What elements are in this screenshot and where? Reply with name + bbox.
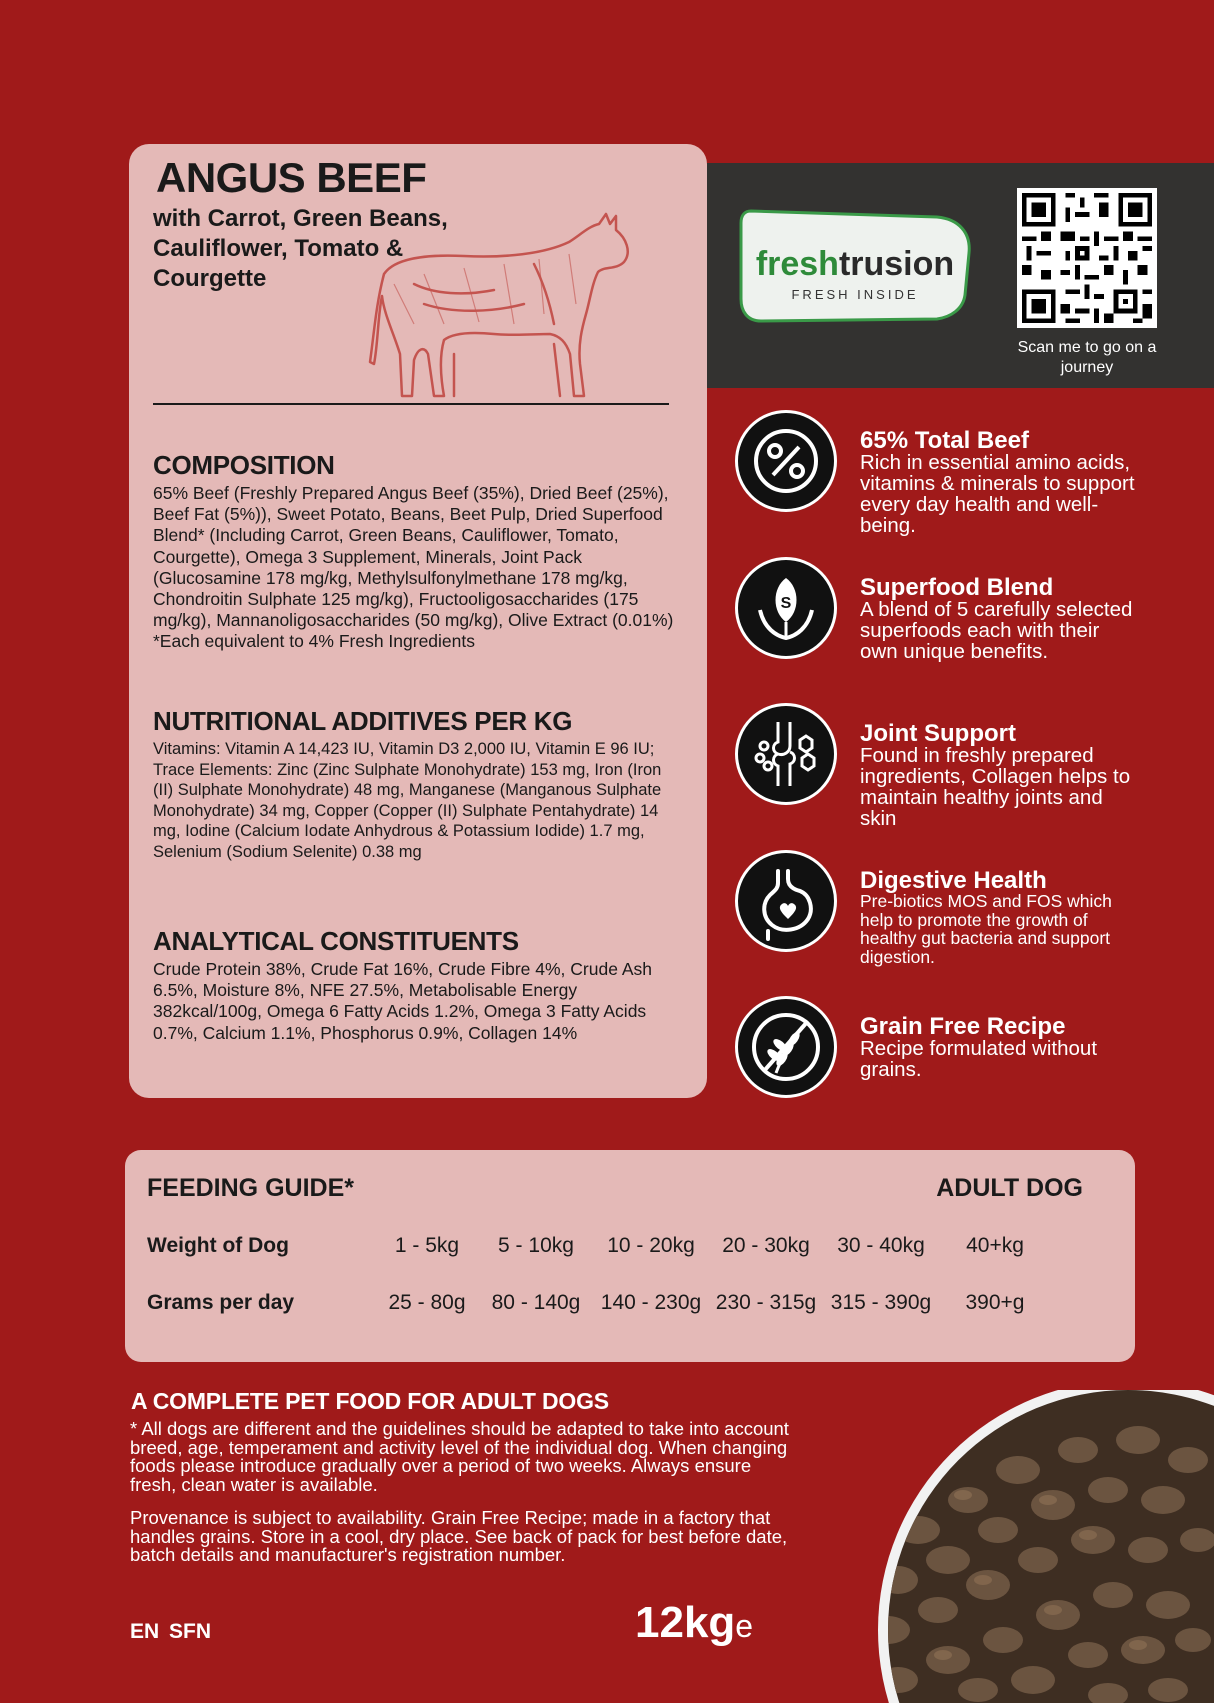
grams-cell: 315 - 390g bbox=[830, 1291, 932, 1314]
composition-text: 65% Beef (Freshly Prepared Angus Beef (35%), Dried Beef (25%), Beef Fat (5%)), Sweet Potato, Beans, Beet Pulp, Dried Superfood Blend* (Including Carrot, Green Beans, Cauliflower, Tomato, Courgette), Omega 3 Supplement, Minerals, Joint Pack (Glucosamine 178 mg/kg, Methylsulfonylmethane 178 mg/kg, Chondroitin Sulphate 125 mg/kg), Fructooligosaccharides (175 mg/kg), Mannanoligosaccharides (50 mg/kg), Olive Extract (0.01%) bbox=[153, 483, 674, 631]
grams-cell: 230 - 315g bbox=[715, 1291, 817, 1314]
feature-grain-free bbox=[735, 996, 1205, 1106]
feeding-guide-audience: ADULT DOG bbox=[936, 1174, 1083, 1202]
logo-tagline: FRESH INSIDE bbox=[791, 287, 919, 302]
analytical-text: Crude Protein 38%, Crude Fat 16%, Crude Fibre 4%, Crude Ash 6.5%, Moisture 8%, NFE 27.5%, Metabolisable Energy 382kcal/100g, Omega 6 Fatty Acids 1.2%, Omega 3 Fatty Acids 0.7%, Calcium 1.1%, Phosphorus 0.9%, Collagen 14% bbox=[153, 959, 652, 1043]
provenance-note: Provenance is subject to availability. Grain Free Recipe; made in a factory that handles grains. Store in a cool, dry place. See back of pack for best before date, batch details and manufacturer's registration number. bbox=[130, 1507, 788, 1565]
language-code: EN SFN bbox=[130, 1620, 212, 1643]
product-title: ANGUS BEEF bbox=[156, 154, 427, 201]
freshtrusion-logo bbox=[737, 203, 973, 325]
grams-cell: 140 - 230g bbox=[600, 1291, 702, 1314]
superfood-leaf-icon bbox=[735, 557, 837, 659]
analytical-heading: ANALYTICAL CONSTITUENTS bbox=[153, 926, 519, 956]
svg-text:S: S bbox=[780, 595, 792, 612]
weight-cell: 30 - 40kg bbox=[837, 1234, 925, 1257]
composition-footnote: *Each equivalent to 4% Fresh Ingredients bbox=[153, 631, 475, 652]
feature-text: A blend of 5 carefully selected superfoods each with their own unique benefits. bbox=[860, 598, 1133, 663]
additives-section bbox=[153, 706, 683, 862]
grams-cell: 390+g bbox=[965, 1291, 1025, 1314]
complete-food-heading: A COMPLETE PET FOOD FOR ADULT DOGS bbox=[131, 1388, 609, 1414]
feature-title: 65% Total Beef bbox=[860, 427, 1029, 454]
additives-heading: NUTRITIONAL ADDITIVES PER KG bbox=[153, 706, 573, 736]
brand-band bbox=[707, 163, 1214, 388]
composition-section bbox=[153, 450, 683, 653]
product-info-panel bbox=[129, 144, 707, 1098]
feature-title: Superfood Blend bbox=[860, 574, 1054, 601]
estimated-mark: e bbox=[735, 1608, 754, 1644]
feeding-guide-title: FEEDING GUIDE* bbox=[147, 1174, 354, 1202]
grain-free-icon bbox=[735, 996, 837, 1098]
feeding-note: * All dogs are different and the guidelines should be adapted to take into account breed, age, temperament and activity level of the individual dog. When changing foods please introduce gradually over a period of two weeks. Always ensure fresh, clean water is available. bbox=[130, 1418, 789, 1495]
logo-text: freshtrusion bbox=[755, 245, 955, 283]
weight-cell: 1 - 5kg bbox=[394, 1234, 460, 1257]
feature-text: Pre-biotics MOS and FOS which help to promote the growth of healthy gut bacteria and support digestion. bbox=[860, 891, 1112, 967]
feature-superfood bbox=[735, 557, 1205, 667]
product-subtitle: with Carrot, Green Beans, Cauliflower, Tomato & Courgette bbox=[153, 205, 448, 292]
feature-text: Found in freshly prepared ingredients, Collagen helps to maintain healthy joints and skin bbox=[860, 744, 1131, 830]
qr-code[interactable] bbox=[1017, 188, 1157, 328]
kibble-bowl-image bbox=[838, 1390, 1214, 1703]
stomach-icon bbox=[735, 850, 837, 952]
additives-text: Vitamins: Vitamin A 14,423 IU, Vitamin D3 2,000 IU, Vitamin E 96 IU; Trace Elements: Zinc (Zinc Sulphate Monohydrate) 153 mg, Iron (Iron (II) Sulphate Monohydrate) 48 mg, Manganese (Manganous Sulphate Monohydrate) 34 mg, Copper (Copper (II) Sulphate Pentahydrate) 14 mg, Iodine (Calcium Iodate Anhydrous & Potassium Iodide) 1.7 mg, Selenium (Sodium Selenite) 0.38 mg bbox=[153, 740, 662, 861]
grams-cell: 25 - 80g bbox=[388, 1291, 466, 1314]
composition-heading: COMPOSITION bbox=[153, 450, 335, 480]
weight-label: Weight of Dog bbox=[147, 1234, 289, 1257]
qr-caption: Scan me to go on a journey bbox=[1017, 339, 1157, 376]
grams-label: Grams per day bbox=[147, 1291, 295, 1314]
weight-cell: 20 - 30kg bbox=[722, 1234, 810, 1257]
feature-digestive bbox=[735, 850, 1205, 967]
feature-text: Rich in essential amino acids, vitamins & minerals to support every day health and well-being. bbox=[860, 451, 1135, 537]
feeding-guide bbox=[125, 1150, 1135, 1362]
net-weight: 12kge bbox=[635, 1598, 754, 1647]
weight-cell: 10 - 20kg bbox=[607, 1234, 695, 1257]
feature-title: Joint Support bbox=[860, 720, 1016, 747]
joint-icon bbox=[735, 703, 837, 805]
weight-cell: 40+kg bbox=[966, 1234, 1024, 1257]
feature-title: Grain Free Recipe bbox=[860, 1013, 1066, 1040]
feature-total-beef bbox=[735, 410, 1205, 537]
weight-cell: 5 - 10kg bbox=[498, 1234, 574, 1257]
cow-illustration bbox=[354, 204, 664, 404]
feature-title: Digestive Health bbox=[860, 867, 1047, 894]
grams-cell: 80 - 140g bbox=[491, 1291, 581, 1314]
percent-icon bbox=[735, 410, 837, 512]
feature-joint bbox=[735, 703, 1205, 830]
divider bbox=[153, 403, 669, 405]
analytical-section bbox=[153, 926, 683, 1044]
feature-text: Recipe formulated without grains. bbox=[860, 1037, 1098, 1081]
